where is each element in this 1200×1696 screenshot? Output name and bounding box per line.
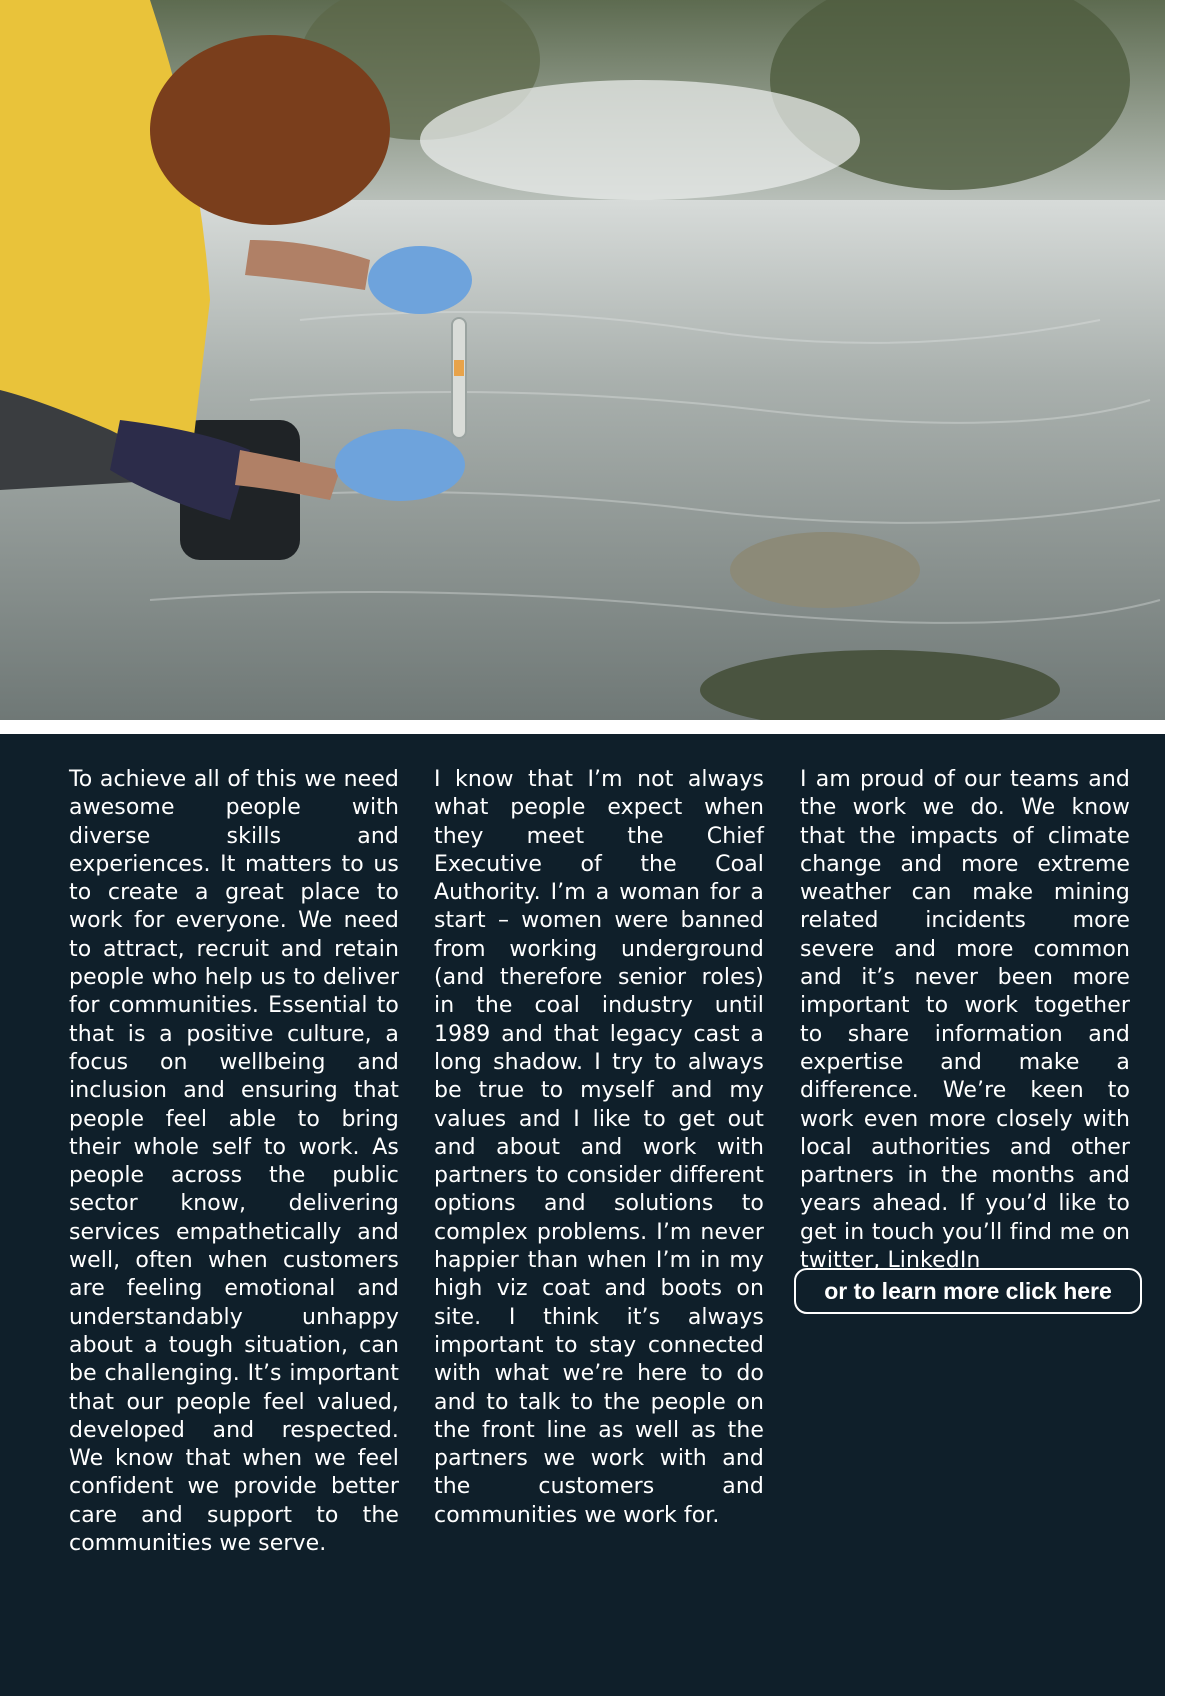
glove-upper [368,246,472,314]
test-tube [452,318,466,438]
river-stone [730,532,920,608]
test-strip [454,360,464,376]
text-panel [0,734,1165,1696]
hair [150,35,390,225]
hero-photo [0,0,1165,720]
text-column-1: To achieve all of this we need awesome people with diverse skills and experiences. It matters to us to create a great place to work for everyone. We need to attract, recruit and retain people who help us to deliver for communities. Essential to that is a positive culture, a focus on wellbeing and inclusion and ensuring that people feel able to bring their whole self to work. As people across the public sector know, delivering services empathetically and well, often when customers are feeling emotional and understandably unhappy about a tough situation, can be challenging. It’s important that our people feel valued, developed and respected. We know that when we feel confident we provide better care and support to the communities we serve. [69,767,399,1557]
river-sampling-illustration [0,0,1165,720]
glove-lower [335,429,465,501]
text-column-3: I am proud of our teams and the work we do. We know that the impacts of climate change and more extreme weather can make mining related incidents more severe and more common and it’s never been more important to work together to share information and expertise and make a difference. We’re keen to work even more closely with local authorities and other partners in the months and years ahead. If you’d like to get in touch you’ll find me on twitter, LinkedIn [800,767,1130,1274]
text-column-2: I know that I’m not always what people expect when they meet the Chief Executive of the Coal Authority. I’m a woman for a start – women were banned from working underground (and therefore senior roles) in the coal industry until 1989 and that legacy cast a long shadow. I try to always be true to myself and my values and I like to get out and about and work with partners to consider different options and solutions to complex problems. I’m never happier than when I’m in my high viz coat and boots on site. I think it’s always important to stay connected with what we’re here to do and to talk to the people on the front line as well as the partners we work with and the customers and communities we work for. [434,767,764,1528]
white-water [420,80,860,200]
learn-more-button[interactable]: or to learn more click here [794,1268,1142,1314]
